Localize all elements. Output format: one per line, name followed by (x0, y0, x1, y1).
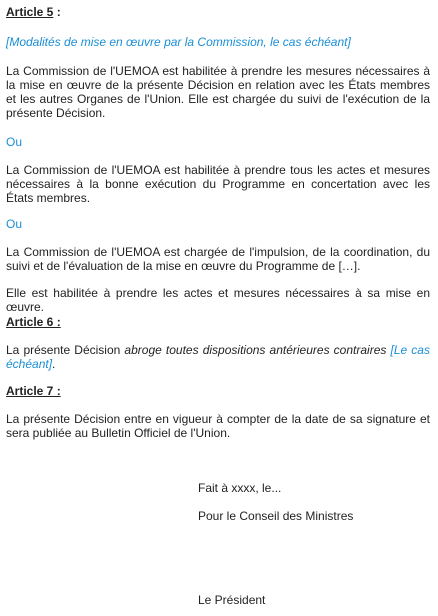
article-6-text (6, 343, 430, 371)
article-6-text-italic: abroge toutes dispositions antérieures contraires (124, 343, 387, 357)
article-6-heading: Article 6 : (6, 315, 61, 329)
article-7-text: La présente Décision entre en vigueur à compter de la date de sa signature et sera publiée au Bulletin Officiel de l'Union. (6, 412, 430, 440)
article-5-paragraph-4: Elle est habilitée à prendre les actes et mesures nécessaires à sa mise en œuvre. (6, 286, 430, 314)
article-6-text-end: . (52, 357, 56, 371)
article-7-heading: Article 7 : (6, 384, 61, 398)
article-5-paragraph-1: La Commission de l'UEMOA est habilitée à prendre les mesures nécessaires à la mise en œuvre de la présente Décision en relation avec les États membres et les autres Organes de l'Union. Elle est chargée du suivi de l'exécution de la présente Décision. (6, 64, 430, 120)
signature-for-council: Pour le Conseil des Ministres (198, 509, 354, 523)
article-6-option-note: [Le cas échéant] (6, 343, 430, 371)
article-5-heading: Article 5 (6, 5, 54, 19)
or-separator-1: Ou (6, 135, 23, 149)
article-5-paragraph-3: La Commission de l'UEMOA est chargée de l'impulsion, de la coordination, du suivi et de l'évaluation de la mise en œuvre du Programme de […]. (6, 245, 430, 273)
article-5-paragraph-2: La Commission de l'UEMOA est habilitée à prendre tous les actes et mesures nécessaires à la bonne exécution du Programme en concertation avec les États membres. (6, 163, 430, 205)
or-separator-2: Ou (6, 217, 23, 231)
article-5-heading-line (6, 5, 430, 19)
signature-president: Le Président (198, 593, 266, 607)
article-5-option-note: [Modalités de mise en œuvre par la Commission, le cas échéant] (6, 35, 351, 49)
article-6-heading-line (6, 315, 430, 329)
article-7-heading-line (6, 384, 430, 398)
article-6-text-start: La présente Décision (6, 343, 125, 357)
signature-place-date: Fait à xxxx, le... (198, 481, 282, 495)
article-5-colon: : (53, 5, 61, 19)
